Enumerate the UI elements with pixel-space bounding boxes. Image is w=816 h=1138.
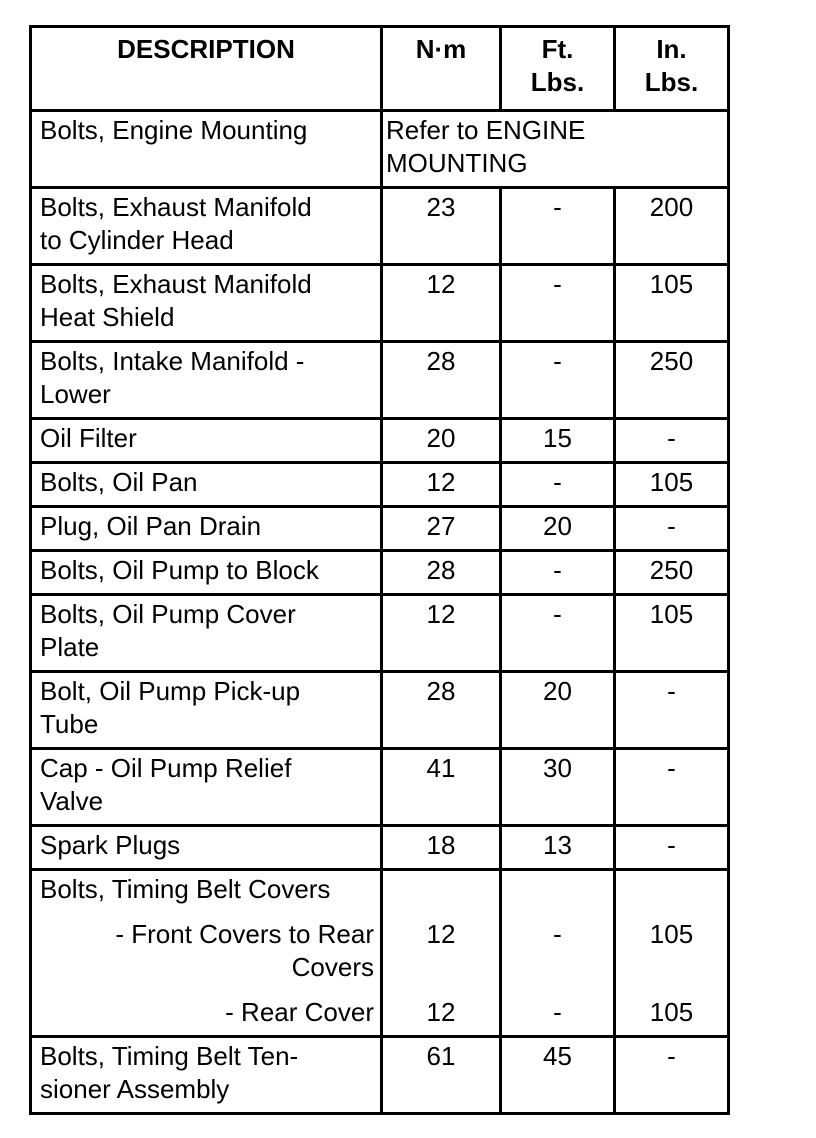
in-lbs-cell: 105	[615, 463, 729, 507]
description-line1: Bolts, Intake Manifold -	[40, 346, 305, 376]
ft-lbs-cell: -	[501, 463, 615, 507]
description-cell	[31, 595, 382, 672]
header-in-label-line2: Lbs.	[644, 67, 699, 97]
description-line2: Lower	[40, 379, 111, 409]
description-cell	[31, 265, 382, 342]
description-line1: Bolts, Exhaust Manifold	[40, 269, 312, 299]
rear-nm-value: 12	[426, 997, 456, 1027]
description-line2: Valve	[40, 786, 104, 816]
ft-lbs-cell: -	[501, 595, 615, 672]
description-text: Bolts, Engine Mounting	[40, 115, 308, 145]
in-lbs-cell: -	[615, 507, 729, 551]
nm-cell: 12	[382, 595, 501, 672]
description-line1: Bolts, Timing Belt Ten-	[40, 1041, 299, 1071]
description-line2: Plate	[40, 632, 100, 662]
description-line1: Bolts, Exhaust Manifold	[40, 192, 312, 222]
nm-cell: 18	[382, 826, 501, 870]
header-nm-label: N·m	[415, 34, 467, 64]
table-row	[31, 826, 729, 870]
table-row	[31, 551, 729, 595]
table-row	[31, 672, 729, 749]
nm-cell: 28	[382, 672, 501, 749]
ft-lbs-cell: -	[501, 265, 615, 342]
description-cell	[31, 419, 382, 463]
in-lbs-cell: -	[615, 419, 729, 463]
description-cell	[31, 749, 382, 826]
description-cell	[31, 507, 382, 551]
front-covers-line2: Covers	[291, 952, 374, 982]
nm-cell: 27	[382, 507, 501, 551]
description-cell	[31, 111, 382, 188]
header-description	[31, 27, 382, 111]
description-cell	[31, 188, 382, 265]
nm-cell: 12	[382, 463, 501, 507]
table-row	[31, 507, 729, 551]
front-nm-value: 12	[426, 919, 456, 949]
description-line1: Cap - Oil Pump Relief	[40, 753, 292, 783]
table-row	[31, 749, 729, 826]
description-line1: Oil Filter	[40, 423, 137, 453]
header-row	[31, 27, 729, 111]
ft-lbs-cell: 13	[501, 826, 615, 870]
front-covers-line1: - Front Covers to Rear	[115, 919, 374, 949]
description-line2: Heat Shield	[40, 302, 175, 332]
table-row	[31, 265, 729, 342]
description-line1: Plug, Oil Pan Drain	[40, 511, 262, 541]
header-in-label-line1: In.	[656, 34, 687, 64]
in-lbs-cell	[615, 870, 729, 1037]
nm-cell: 12	[382, 265, 501, 342]
in-lbs-cell: 105	[615, 265, 729, 342]
nm-cell: 28	[382, 342, 501, 419]
timing-covers-heading: Bolts, Timing Belt Covers	[40, 874, 331, 904]
table-row	[31, 419, 729, 463]
description-line2: sioner Assembly	[40, 1074, 230, 1104]
torque-spec-table	[29, 25, 730, 1115]
description-cell	[31, 342, 382, 419]
in-lbs-cell: 105	[615, 595, 729, 672]
description-cell	[31, 551, 382, 595]
refer-text-line1: Refer to ENGINE	[386, 115, 586, 145]
table-row	[31, 595, 729, 672]
table-row-engine-mounting	[31, 111, 729, 188]
rear-ft-value: -	[553, 997, 562, 1027]
header-nm	[382, 27, 501, 111]
nm-cell: 20	[382, 419, 501, 463]
description-line2: Tube	[40, 709, 99, 739]
description-cell	[31, 870, 382, 1037]
front-ft-value: -	[553, 919, 562, 949]
nm-cell	[382, 870, 501, 1037]
description-cell	[31, 1037, 382, 1114]
nm-cell: 23	[382, 188, 501, 265]
header-ft-label-line2: Lbs.	[530, 67, 585, 97]
nm-cell: 41	[382, 749, 501, 826]
refer-text-line2: MOUNTING	[386, 148, 528, 178]
table-row-tensioner	[31, 1037, 729, 1114]
table-row	[31, 342, 729, 419]
header-ft-lbs	[501, 27, 615, 111]
description-line1: Spark Plugs	[40, 830, 181, 860]
header-description-label: DESCRIPTION	[117, 34, 295, 64]
ft-lbs-cell: -	[501, 188, 615, 265]
in-lbs-cell: 250	[615, 342, 729, 419]
description-line1: Bolt, Oil Pump Pick-up	[40, 676, 301, 706]
in-lbs-cell: 250	[615, 551, 729, 595]
in-lbs-cell: -	[615, 826, 729, 870]
table-row-timing-belt-covers	[31, 870, 729, 1037]
description-line1: Bolts, Oil Pump Cover	[40, 599, 296, 629]
header-ft-label-line1: Ft.	[541, 34, 574, 64]
ft-lbs-cell: 45	[501, 1037, 615, 1114]
description-line1: Bolts, Oil Pump to Block	[40, 555, 319, 585]
front-in-value: 105	[649, 919, 694, 949]
table-row	[31, 463, 729, 507]
rear-cover-line: - Rear Cover	[225, 997, 374, 1027]
rear-in-value: 105	[649, 997, 694, 1027]
table-row	[31, 188, 729, 265]
nm-cell: 61	[382, 1037, 501, 1114]
in-lbs-cell: -	[615, 1037, 729, 1114]
ft-lbs-cell: 20	[501, 672, 615, 749]
description-cell	[31, 826, 382, 870]
ft-lbs-cell	[501, 870, 615, 1037]
description-line1: Bolts, Oil Pan	[40, 467, 198, 497]
header-in-lbs	[615, 27, 729, 111]
refer-cell	[382, 111, 729, 188]
ft-lbs-cell: 30	[501, 749, 615, 826]
ft-lbs-cell: 20	[501, 507, 615, 551]
in-lbs-cell: -	[615, 672, 729, 749]
nm-cell: 28	[382, 551, 501, 595]
description-cell	[31, 463, 382, 507]
ft-lbs-cell: -	[501, 342, 615, 419]
description-line2: to Cylinder Head	[40, 225, 234, 255]
ft-lbs-cell: -	[501, 551, 615, 595]
in-lbs-cell: -	[615, 749, 729, 826]
ft-lbs-cell: 15	[501, 419, 615, 463]
in-lbs-cell: 200	[615, 188, 729, 265]
description-cell	[31, 672, 382, 749]
